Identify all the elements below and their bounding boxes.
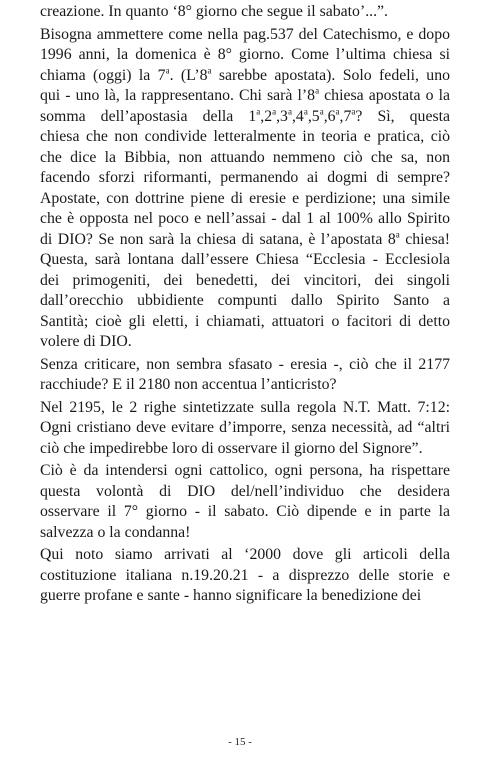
text-line: chiesa che non condivide letteralmente in teoria e pratica, ciò — [40, 128, 450, 145]
text-line: Ciò è da intendersi ogni cattolico, ogni persona, ha rispettare — [40, 462, 450, 479]
text-line: che è opposta nel poco e nell’assai - dal 1 al 100% allo Spirito — [40, 210, 450, 227]
text-line: dall’orecchio ubbidiente compunti dallo Spirito Santo a — [40, 292, 450, 309]
text-line: Santità; cioè gli eletti, i chiamati, attuatori o facitori di detto — [40, 312, 450, 330]
text-line: facendo sforzi riformanti, permanendo ai dogmi di sempre? — [40, 169, 450, 186]
text-line: Senza criticare, non sembra sfasato - eresia -, ciò che il 2177 — [40, 355, 450, 373]
text-line: di DIO? Se non sarà la chiesa di satana, è l’apostata 8$^a$ chiesa! — [40, 229, 450, 248]
text-line: Nel 2195, le 2 righe sintetizzate sulla regola N.T. Matt. 7:12: — [40, 398, 450, 416]
paragraph — [40, 461, 450, 543]
text-line: ciò che impedirebbe loro di osservare il giorno del Signore”. — [40, 439, 423, 457]
body-text — [40, 2, 450, 607]
paragraph — [40, 25, 450, 353]
text-line: racchiude? E il 2180 non accentua l’anticristo? — [40, 376, 337, 393]
text-line: osservare il 7° giorno - il sabato. Ciò dipende e in parte la — [40, 503, 450, 520]
text-line: dei primogeniti, dei benedetti, dei vincitori, dei singoli — [40, 271, 450, 289]
text-line: che dice la Bibbia, non attuando nemmeno ciò che sa, non — [40, 148, 450, 166]
text-line: Apostate, con dottrine piene di eresie e perdizione; una simile — [40, 189, 450, 207]
text-line: chiama (oggi) la 7$^a$. (L’8$^a$ sarebbe apostata). Solo fedeli, uno — [40, 65, 450, 84]
paragraph — [40, 355, 450, 396]
text-line: Questa, sarà lontana dall’essere Chiesa “Ecclesia - Ecclesiola — [40, 251, 450, 268]
text-line: costituzione italiana n.19.20.21 - a disprezzo delle storie e — [40, 566, 450, 584]
page-number: - 15 - — [228, 736, 252, 748]
text-line: somma dell’apostasia della 1$^a$,2$^a$,3$^a$,4$^a$,5$^a$,6$^a$,7$^a$? Sì, questa — [40, 106, 451, 125]
paragraph — [40, 545, 450, 607]
text-line: volere di DIO. — [40, 333, 132, 350]
text-line: Qui noto siamo arrivati al ‘2000 dove gli articoli della — [40, 546, 450, 563]
document-page — [40, 2, 450, 607]
text-line: guerre profane e sante - hanno significare la benedizione dei — [40, 587, 422, 604]
paragraph — [40, 2, 450, 23]
text-line: Ogni cristiano deve evitare d’imporre, senza necessità, ad “altri — [40, 419, 450, 436]
text-line: qui - uno là, la rappresentano. Chi sarà l’8$^a$ chiesa apostata o la — [40, 85, 450, 104]
text-line: salvezza o la condanna! — [40, 523, 191, 541]
text-line: Bisogna ammettere come nella pag.537 del Catechismo, e dopo — [40, 25, 450, 43]
text-line: questa volontà di DIO del/nell’individuo che desidera — [40, 482, 450, 500]
paragraph — [40, 398, 450, 460]
text-line: 1996 anni, la domenica è 8° giorno. Come l’ultima chiesa si — [40, 46, 450, 63]
text-line: creazione. In quanto ‘8° giorno che segue il sabato’...”. — [40, 3, 389, 20]
